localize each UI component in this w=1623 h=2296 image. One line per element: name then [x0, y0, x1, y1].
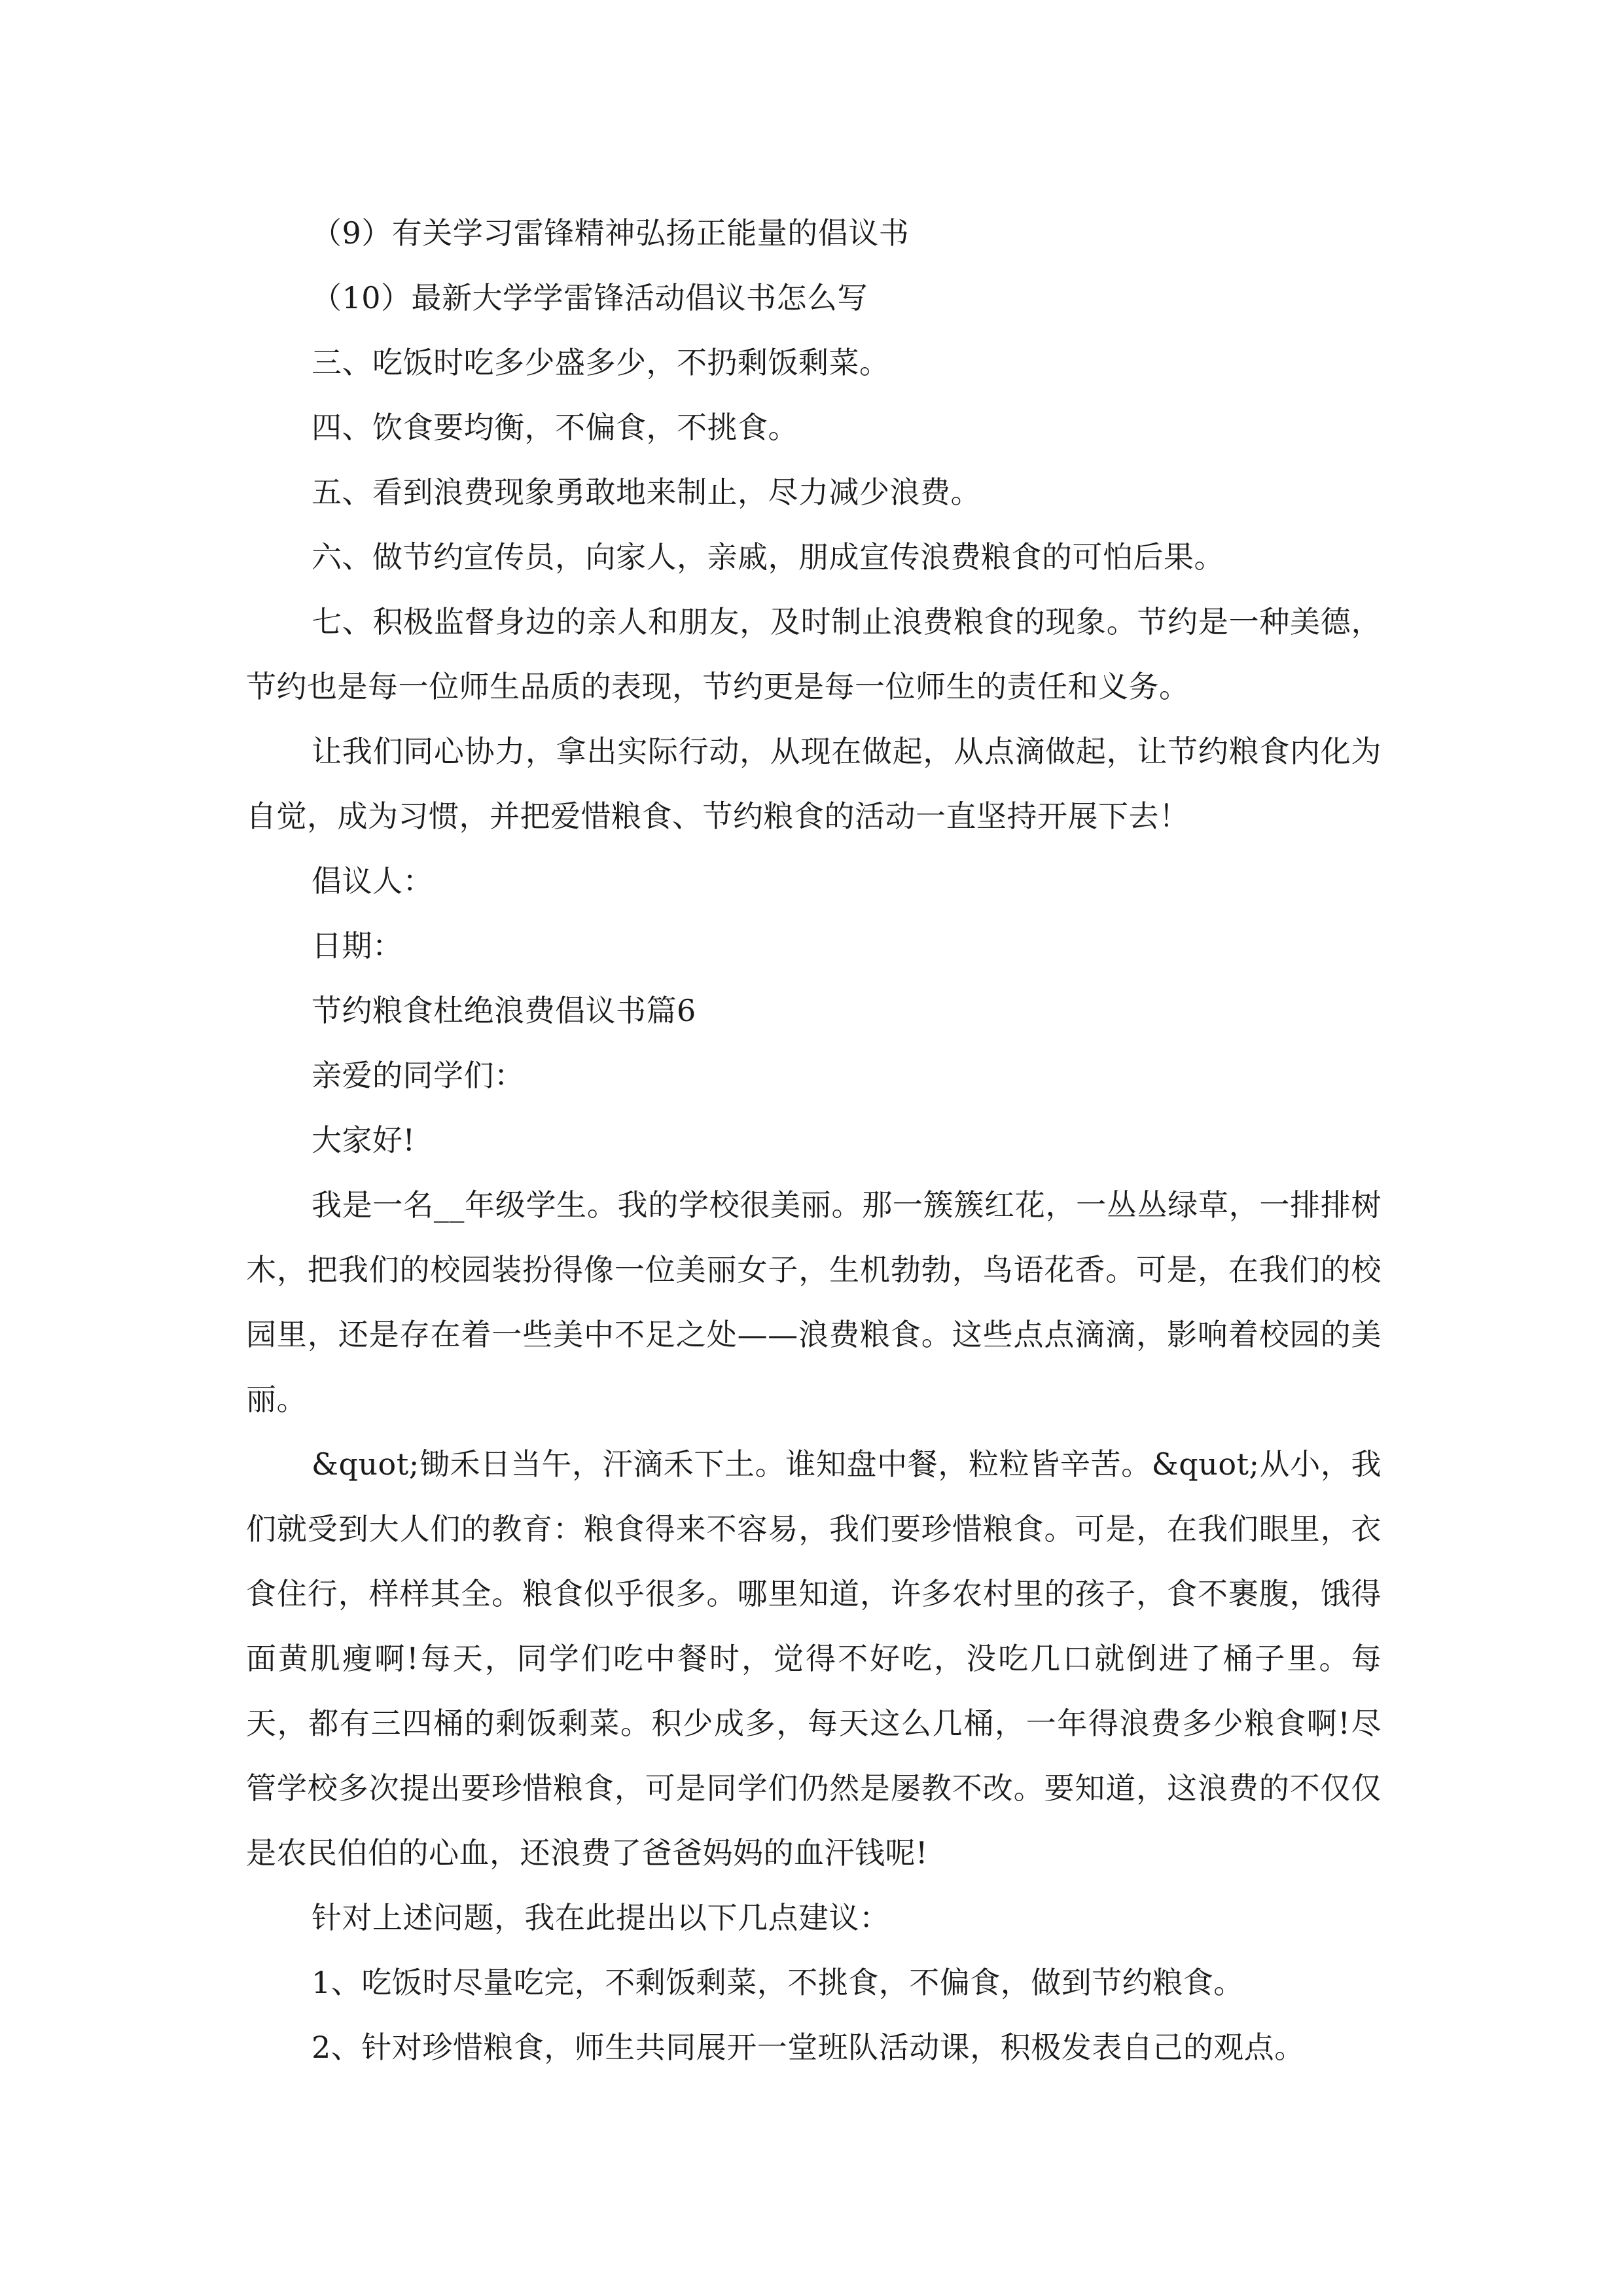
- signature-label: 倡议人：: [312, 863, 433, 899]
- proposal-item-4: 四、饮食要均衡，不偏食，不挑食。: [312, 410, 798, 445]
- suggestion-item-2: 2、针对珍惜粮食，师生共同展开一堂班队活动课，积极发表自己的观点。: [312, 2030, 1305, 2065]
- suggestion-item-1: 1、吃饭时尽量吃完，不剩饭剩菜，不挑食，不偏食，做到节约粮食。: [312, 1965, 1244, 2000]
- greeting: 大家好!: [312, 1122, 416, 1158]
- proposal-item-7: 七、积极监督身边的亲人和朋友，及时制止浪费粮食的现象。节约是一种美德，节约也是每一位师生品质的表现，节约更是每一位师生的责任和义务。: [246, 604, 1382, 704]
- closing-paragraph: 让我们同心协力，拿出实际行动，从现在做起，从点滴做起，让节约粮食内化为自觉，成为习惯，并把爱惜粮食、节约粮食的活动一直坚持开展下去！: [246, 734, 1382, 834]
- suggestions-intro: 针对上述问题，我在此提出以下几点建议：: [312, 1900, 890, 1935]
- body-paragraph-2: &quot;锄禾日当午，汗滴禾下土。谁知盘中餐，粒粒皆辛苦。&quot;从小，我们就受到大人们的教育：粮食得来不容易，我们要珍惜粮食。可是，在我们眼里，衣食住行，样样其全。粮食似乎很多。哪里知道，许多农村里的孩子，食不裹腹，饿得面黄肌瘦啊!每天，同学们吃中餐时，觉得不好吃，没吃几口就倒进了桶子里。每天，都有三四桶的剩饭剩菜。积少成多，每天这么几桶，一年得浪费多少粮食啊!尽管学校多次提出要珍惜粮食，可是同学们仍然是屡教不改。要知道，这浪费的不仅仅是农民伯伯的心血，还浪费了爸爸妈妈的血汗钱呢!: [246, 1446, 1382, 1871]
- salutation: 亲爱的同学们：: [312, 1058, 525, 1093]
- proposal-item-5: 五、看到浪费现象勇敢地来制止，尽力减少浪费。: [312, 475, 981, 510]
- body-paragraph-1: 我是一名__年级学生。我的学校很美丽。那一簇簇红花，一丛丛绿草，一排排树木，把我们的校园装扮得像一位美丽女子，生机勃勃，鸟语花香。可是，在我们的校园里，还是存在着一些美中不足之处——浪费粮食。这些点点滴滴，影响着校园的美丽。: [246, 1187, 1382, 1417]
- proposal-item-3: 三、吃饭时吃多少盛多少，不扔剩饭剩菜。: [312, 345, 890, 380]
- date-label: 日期：: [312, 928, 403, 963]
- document-body: [246, 201, 1382, 2080]
- proposal-item-6: 六、做节约宣传员，向家人，亲戚，朋成宣传浪费粮食的可怕后果。: [312, 539, 1224, 575]
- section-title: 节约粮食杜绝浪费倡议书篇6: [312, 993, 696, 1028]
- list-item-reference-10: （10）最新大学学雷锋活动倡议书怎么写: [312, 280, 868, 315]
- list-item-reference-9: （9）有关学习雷锋精神弘扬正能量的倡议书: [312, 215, 910, 251]
